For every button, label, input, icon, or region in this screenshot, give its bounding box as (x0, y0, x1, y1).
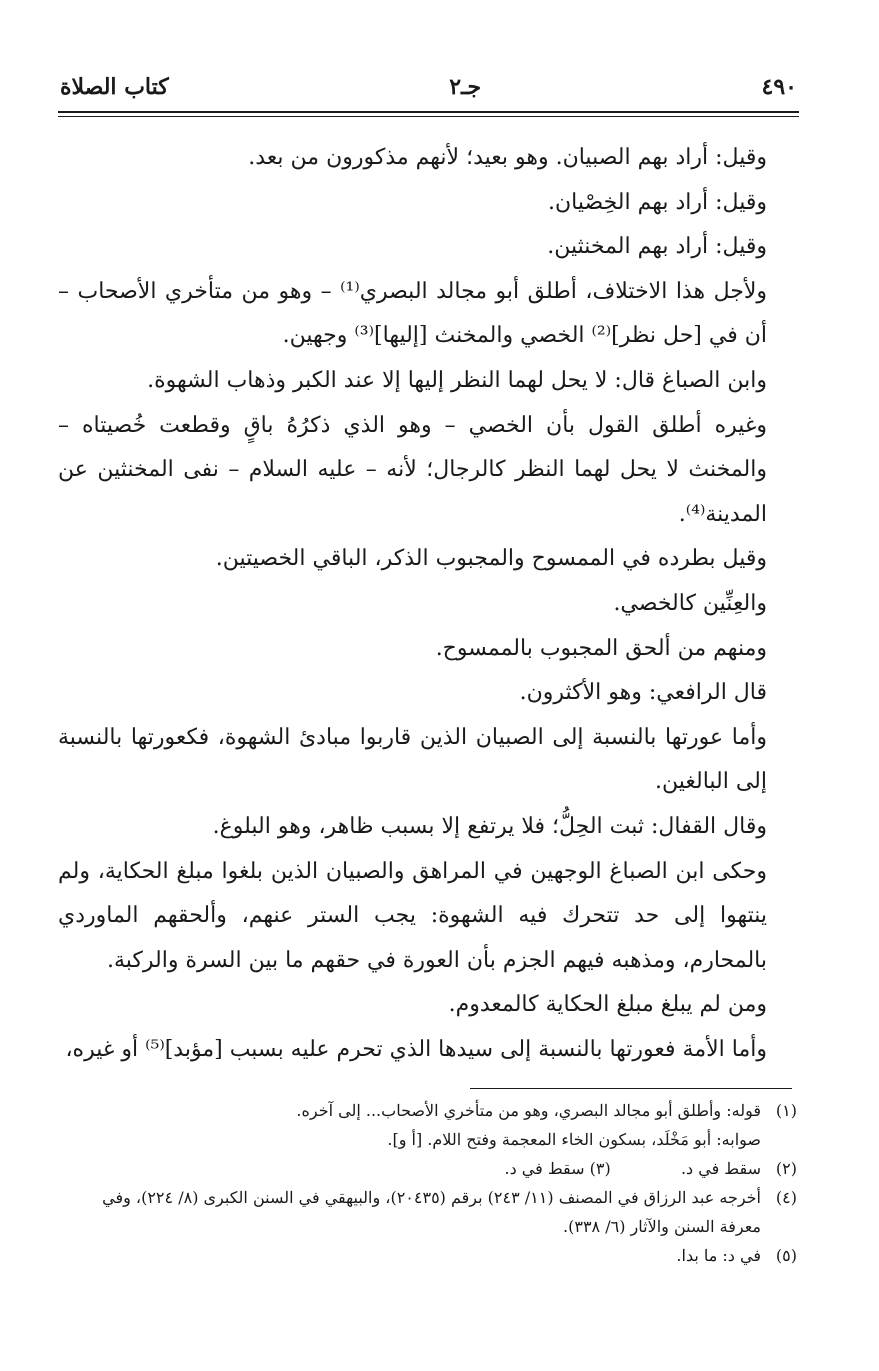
footnote-text: قوله: وأطلق أبو مجالد البصري، وهو من متأخري الأصحاب... إلى آخره. (296, 1101, 761, 1120)
footnote-2-3 (58, 1154, 797, 1183)
running-header (60, 72, 797, 102)
paragraph: وقال القفال: ثبت الحِلُّ؛ فلا يرتفع إلا بسبب ظاهر، وهو البلوغ. (212, 813, 767, 839)
footnote-number: (١) (775, 1101, 797, 1120)
paragraph: وأما عورتها بالنسبة إلى الصبيان الذين قاربوا مبادئ الشهوة، فكعورتها بالنسبة إلى البالغين. (58, 724, 767, 795)
paragraph: وغيره أطلق القول بأن الخصي – وهو الذي ذكرُهُ باقٍ وقطعت خُصيتاه – والمخنث لا يحل لهما النظر كالرجال؛ لأنه – عليه السلام – نفى المخنثين عن المدينة⁽⁴⁾. (58, 412, 767, 527)
footnote-4 (58, 1183, 797, 1241)
paragraph: والعِنِّين كالخصي. (613, 590, 767, 616)
footnote-text: صوابه: أبو مَخْلَد، بسكون الخاء المعجمة وفتح اللام. [أ و]. (387, 1130, 761, 1149)
footnote-5 (58, 1241, 797, 1270)
footnote-text: سقط في د. (680, 1159, 761, 1178)
main-text (58, 136, 797, 1072)
footnote-number: (٤) (775, 1188, 797, 1207)
footnote-text: أخرجه عبد الرزاق في المصنف (١١/ ٢٤٣) برقم (٢٠٤٣٥)، والبيهقي في السنن الكبرى (٨/ ٢٢٤)، وفي معرفة السنن والآثار (٦/ ٣٣٨). (102, 1188, 761, 1236)
paragraph: وقيل: أراد بهم الخِصْيان. (548, 189, 767, 215)
paragraph: وقيل: أراد بهم الصبيان. وهو بعيد؛ لأنهم مذكورون من بعد. (248, 145, 767, 170)
paragraph: ومن لم يبلغ مبلغ الحكاية كالمعدوم. (448, 992, 767, 1018)
footnote-text: في د: ما بدا. (676, 1246, 761, 1265)
footnotes (58, 1096, 797, 1270)
header-rule-thin (58, 116, 799, 117)
volume-label: جـ٢ (449, 74, 482, 100)
footnote-number: (٥) (775, 1246, 797, 1265)
paragraph: ولأجل هذا الاختلاف، أطلق أبو مجالد البصري⁽¹⁾ – وهو من متأخري الأصحاب – أن في [حل نظر]⁽²⁾ الخصي والمخنث [إليها]⁽³⁾ وجهين. (58, 278, 767, 349)
footnote-text: سقط في د. (504, 1159, 585, 1178)
paragraph: وقيل بطرده في الممسوح والمجبوب الذكر، الباقي الخصيتين. (215, 546, 767, 572)
paragraph: وأما الأمة فعورتها بالنسبة إلى سيدها الذي تحرم عليه بسبب [مؤبد]⁽⁵⁾ أو غيره، (65, 1036, 767, 1062)
footnote-number: (٢) (775, 1159, 797, 1178)
footnote-separator (470, 1088, 792, 1089)
paragraph: وقيل: أراد بهم المخنثين. (547, 234, 767, 260)
paragraph: وابن الصباغ قال: لا يحل لهما النظر إليها إلا عند الكبر وذهاب الشهوة. (147, 367, 767, 393)
footnote-number: (٣) (589, 1159, 611, 1178)
paragraph: قال الرافعي: وهو الأكثرون. (519, 680, 767, 706)
book-title: كتاب الصلاة (60, 74, 169, 100)
page-number: ٤٩٠ (761, 74, 797, 100)
paragraph: وحكى ابن الصباغ الوجهين في المراهق والصبيان الذين بلغوا مبلغ الحكاية، ولم ينتهوا إلى حد تتحرك فيه الشهوة: يجب الستر عنهم، وألحقهم الماوردي بالمحارم، ومذهبه فيهم الجزم بأن العورة في حقهم ما بين السرة والركبة. (58, 858, 767, 973)
header-rule-thick (58, 111, 799, 113)
footnote-1 (58, 1096, 797, 1154)
paragraph: ومنهم من ألحق المجبوب بالممسوح. (435, 635, 767, 661)
